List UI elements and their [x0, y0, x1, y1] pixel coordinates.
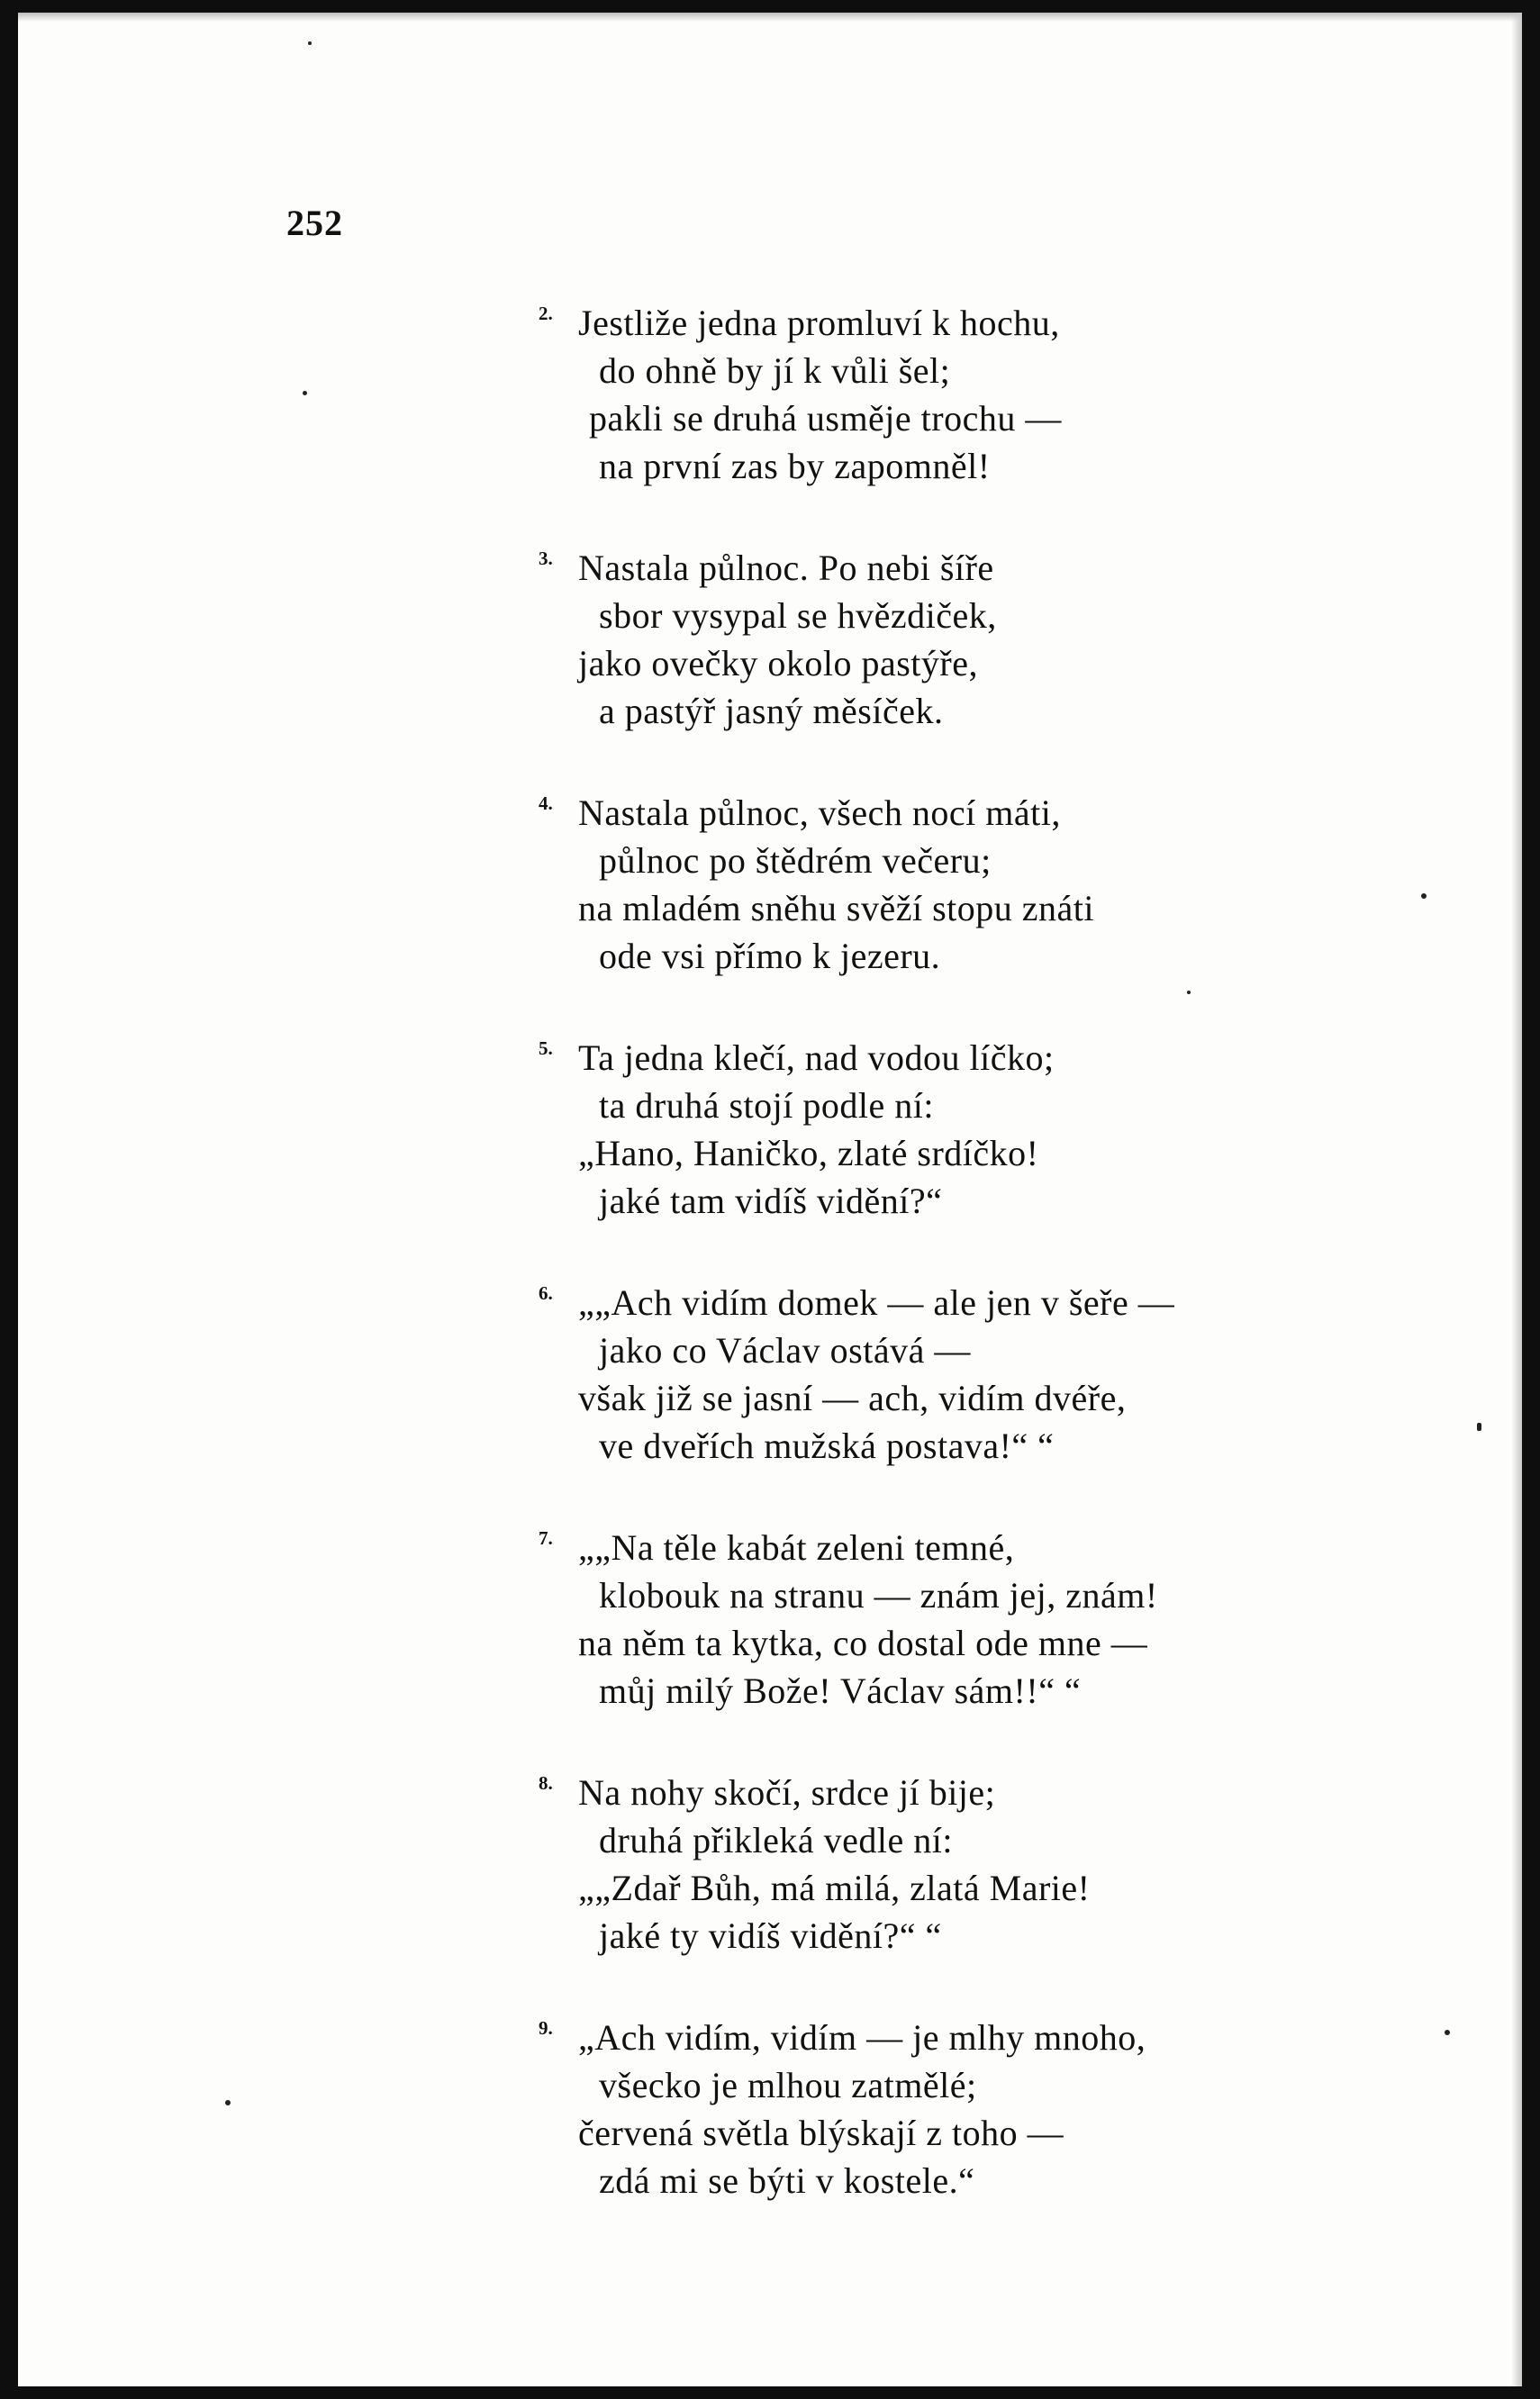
stanza-number: 2.	[539, 303, 553, 324]
verse-line: sbor vysypal se hvězdiček,	[599, 595, 997, 636]
stanza-8	[531, 1769, 1396, 2014]
stanza-number: 5.	[539, 1037, 553, 1059]
stanza-2	[531, 299, 1396, 544]
ink-speck	[308, 41, 312, 45]
ink-speck	[1421, 893, 1427, 899]
verse-line: jaké ty vidíš vidění?“ “	[599, 1915, 942, 1956]
verse-line: „„Ach vidím domek — ale jen v šeře —	[578, 1282, 1175, 1323]
verse-line: Ta jedna klečí, nad vodou líčko;	[578, 1037, 1055, 1078]
verse-line: „„Na těle kabát zeleni temné,	[578, 1527, 1015, 1568]
verse-line: a pastýř jasný měsíček.	[599, 691, 944, 731]
book-page	[18, 13, 1522, 2386]
verse-line: jako co Václav ostává —	[599, 1330, 971, 1371]
ink-speck	[1445, 2030, 1450, 2035]
ink-speck	[303, 391, 307, 395]
verse-line: červená světla blýskají z toho —	[578, 2113, 1064, 2153]
verse-line: všecko je mlhou zatmělé;	[599, 2065, 977, 2105]
verse-line: jako ovečky okolo pastýře,	[578, 643, 978, 683]
verse-line: jaké tam vidíš vidění?“	[599, 1181, 943, 1221]
verse-line: do ohně by jí k vůli šel;	[599, 350, 951, 391]
ink-speck	[1477, 1423, 1481, 1431]
verse-line: Na nohy skočí, srdce jí bije;	[578, 1772, 996, 1813]
stanza-5	[531, 1034, 1396, 1279]
verse-line: ode vsi přímo k jezeru.	[599, 936, 941, 976]
verse-line: Nastala půlnoc. Po nebi šíře	[578, 548, 994, 588]
stanza-number: 4.	[539, 792, 553, 814]
poem	[531, 299, 1396, 2259]
verse-line: pakli se druhá usměje trochu —	[589, 398, 1062, 439]
verse-line: na něm ta kytka, co dostal ode mne —	[578, 1623, 1148, 1663]
verse-line: však již se jasní — ach, vidím dvéře,	[578, 1378, 1127, 1418]
stanza-6	[531, 1279, 1396, 1524]
stanza-number: 3.	[539, 548, 553, 569]
stanza-number: 8.	[539, 1772, 553, 1794]
verse-line: ve dveřích mužská postava!“ “	[599, 1426, 1055, 1466]
stanza-number: 6.	[539, 1282, 553, 1304]
stanza-7	[531, 1524, 1396, 1769]
verse-line: klobouk na stranu — znám jej, znám!	[599, 1575, 1158, 1616]
verse-line: na mladém sněhu svěží stopu znáti	[578, 888, 1095, 928]
page-number: 252	[286, 203, 343, 243]
verse-line: můj milý Bože! Václav sám!!“ “	[599, 1670, 1082, 1711]
stanza-3	[531, 544, 1396, 789]
ink-speck	[225, 2100, 231, 2105]
verse-line: ta druhá stojí podle ní:	[599, 1085, 934, 1126]
stanza-9	[531, 2014, 1396, 2259]
stanza-4	[531, 789, 1396, 1034]
verse-line: druhá přikleká vedle ní:	[599, 1820, 953, 1860]
verse-line: „„Zdař Bůh, má milá, zlatá Marie!	[578, 1868, 1091, 1908]
stanza-number: 7.	[539, 1527, 553, 1549]
verse-line: na první zas by zapomněl!	[599, 446, 991, 486]
verse-line: „Hano, Haničko, zlaté srdíčko!	[578, 1133, 1039, 1173]
verse-line: Nastala půlnoc, všech nocí máti,	[578, 792, 1061, 833]
verse-line: „Ach vidím, vidím — je mlhy mnoho,	[578, 2017, 1146, 2058]
stanza-number: 9.	[539, 2017, 553, 2039]
verse-line: zdá mi se býti v kostele.“	[599, 2160, 975, 2201]
verse-line: Jestliže jedna promluví k hochu,	[578, 303, 1060, 343]
verse-line: půlnoc po štědrém večeru;	[599, 840, 992, 881]
